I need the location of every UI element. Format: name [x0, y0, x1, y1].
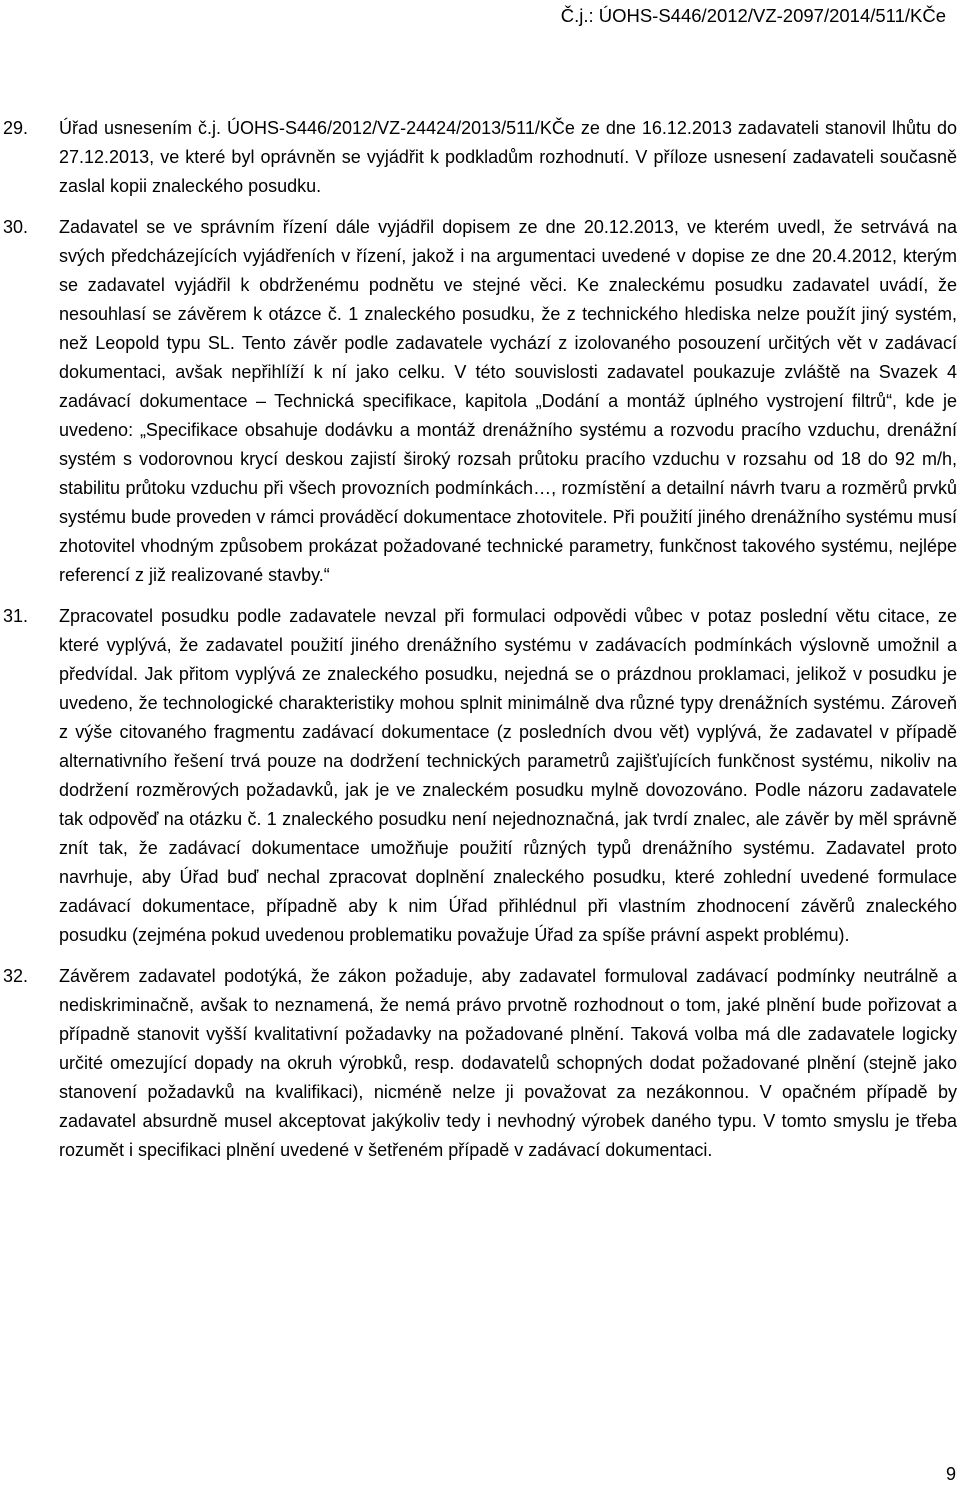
paragraph-text: Úřad usnesením č.j. ÚOHS-S446/2012/VZ-24424/2013/511/KČe ze dne 16.12.2013 zadavateli stanovil lhůtu do 27.12.2013, ve které byl oprávněn se vyjádřit k podkladům rozhodnutí. V příloze usnesení zadavateli současně zaslal kopii znaleckého posudku. — [59, 118, 957, 196]
paragraph-31 — [0, 602, 960, 950]
paragraph-30 — [0, 213, 960, 590]
paragraph-number: 31. — [3, 606, 29, 626]
document-reference-header: Č.j.: ÚOHS-S446/2012/VZ-2097/2014/511/KČe — [560, 5, 946, 26]
paragraph-text: Zadavatel se ve správním řízení dále vyjádřil dopisem ze dne 20.12.2013, ve kterém uvedl, že setrvává na svých předcházejících vyjádřeních v řízení, jakož i na argumentaci uvedené v dopise ze dne 20.4.2012, kterým se zadavatel vyjádřil k obdrženému podnětu ve stejné věci. Ke znaleckému posudku zadavatel uvádí, že nesouhlasí se závěrem k otázce č. 1 znaleckého posudku, že z technického hlediska nelze použít jiný systém, než Leopold typu SL. Tento závěr podle zadavatele vychází z izolovaného posouzení určitých vět v zadávací dokumentaci, avšak nepřihlíží k ní jako celku. V této souvislosti zadavatel poukazuje zvláště na Svazek 4 zadávací dokumentace – Technická specifikace, kapitola „Dodání a montáž úplného vystrojení filtrů“, kde je uvedeno: „Specifikace obsahuje dodávku a montáž drenážního systému a rozvodu pracího vzduchu, drenážní systém s vodorovnou krycí deskou zajistí široký rozsah průtoku pracího vzduchu v rozsahu od 18 do 92 m/h, stabilitu průtoku vzduchu při všech provozních podmínkách…, rozmístění a detailní návrh tvaru a rozměrů prvků systému bude proveden v rámci prováděcí dokumentace zhotovitele. Při použití jiného drenážního systému musí zhotovitel vhodným způsobem prokázat požadované technické parametry, funkčnost takového systému, nejlépe referencí z již realizované stavby.“ — [59, 217, 957, 585]
paragraph-32 — [0, 962, 960, 1165]
paragraph-number: 30. — [3, 217, 29, 237]
document-body — [0, 114, 960, 1165]
paragraph-text: Zpracovatel posudku podle zadavatele nevzal při formulaci odpovědi vůbec v potaz poslední větu citace, ze které vyplývá, že zadavatel použití jiného drenážního systému v zadávacích podmínkách výslovně umožnil a předvídal. Jak přitom vyplývá ze znaleckého posudku, nejedná se o prázdnou proklamaci, jelikož v posudku je uvedeno, že technologické charakteristiky mohou splnit minimálně dva různé typy drenážních systému. Zároveň z výše citovaného fragmentu zadávací dokumentace (z posledních dvou vět) vyplývá, že zadavatel v případě alternativního řešení trvá pouze na dodržení technických parametrů zajišťujících funkčnost systému, nikoliv na dodržení rozměrových požadavků, jak je ve znaleckém posudku mylně dovozováno. Podle názoru zadavatele tak odpověď na otázku č. 1 znaleckého posudku není nejednoznačná, jak tvrdí znalec, ale závěr by měl správně znít tak, že zadávací dokumentace umožňuje použití různých typů drenážního systému. Zadavatel proto navrhuje, aby Úřad buď nechal zpracovat doplnění znaleckého posudku, které zohlední uvedené formulace zadávací dokumentace, případně aby k nim Úřad přihlédnul při vlastním zhodnocení závěrů znaleckého posudku (zejména pokud uvedenou problematiku považuje Úřad za spíše právní aspekt problému). — [59, 606, 957, 945]
paragraph-number: 32. — [3, 966, 29, 986]
paragraph-29 — [0, 114, 960, 201]
page-number: 9 — [945, 1464, 956, 1484]
paragraph-number: 29. — [3, 118, 29, 138]
paragraph-text: Závěrem zadavatel podotýká, že zákon požaduje, aby zadavatel formuloval zadávací podmínky neutrálně a nediskriminačně, avšak to neznamená, že nemá právo prvotně rozhodnout o tom, jaké plnění bude pořizovat a případně stanovit vyšší kvalitativní požadavky na požadované plnění. Taková volba má dle zadavatele logicky určité omezující dopady na okruh výrobků, resp. dodavatelů schopných dodat požadované plnění (stejně jako stanovení požadavků na kvalifikaci), nicméně nelze ji považovat za nezákonnou. V opačném případě by zadavatel absurdně musel akceptovat jakýkoliv tedy i nevhodný výrobek daného typu. V tomto smyslu je třeba rozumět i specifikaci plnění uvedené v šetřeném případě v zadávací dokumentaci. — [59, 966, 957, 1160]
